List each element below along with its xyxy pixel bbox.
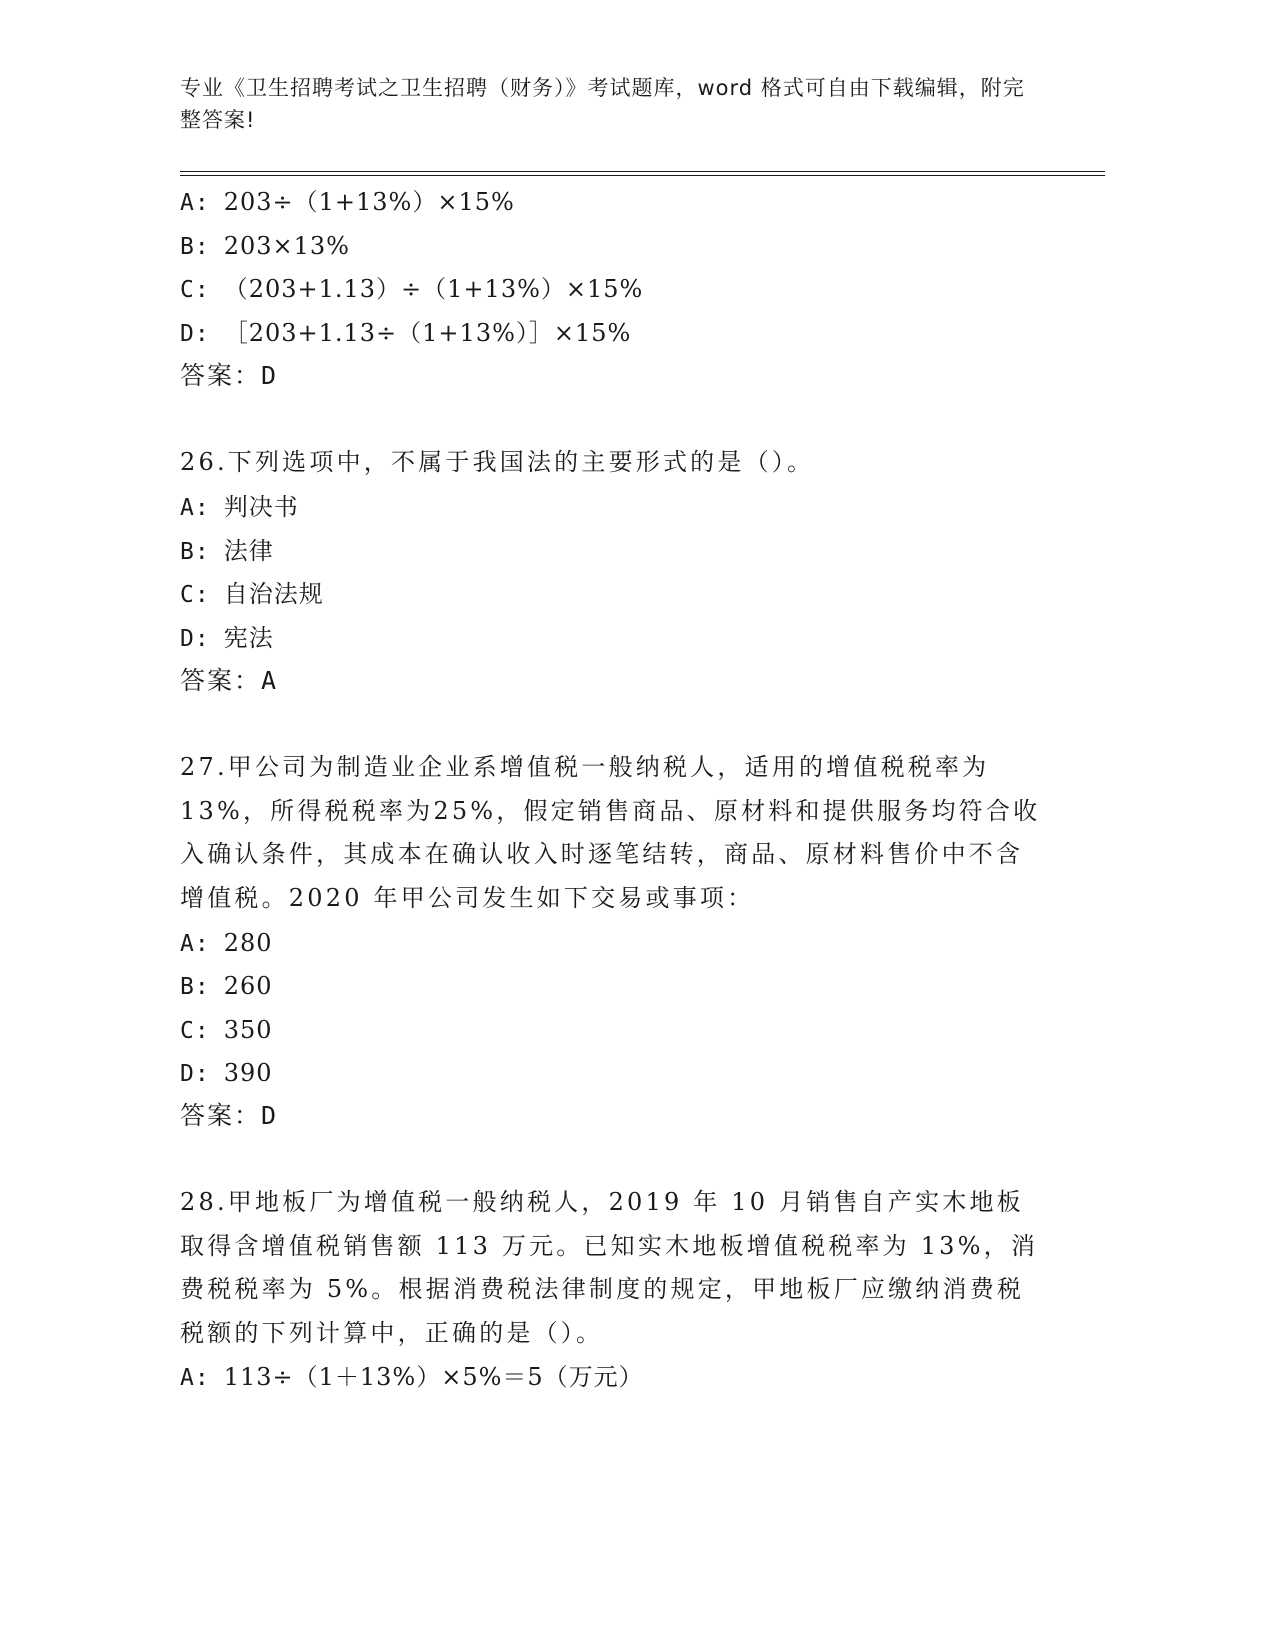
q26-option-c [180, 579, 324, 610]
answer-label: 答案： [180, 1101, 262, 1130]
q28-option-a [180, 1362, 644, 1393]
option-tag: D: [180, 321, 210, 347]
q26-option-d [180, 623, 274, 654]
answer-label: 答案： [180, 361, 262, 390]
option-text: ［203+1.13÷（1+13%）］×15% [223, 319, 632, 347]
q27-option-a [180, 928, 273, 959]
document-header: 专业《卫生招聘考试之卫生招聘（财务）》考试题库，word 格式可自由下载编辑，附完整答案! [180, 76, 1025, 132]
q27-stem: 27.甲公司为制造业企业系增值税一般纳税人，适用的增值税税率为13%，所得税税率为25%，假定销售商品、原材料和提供服务均符合收入确认条件，其成本在确认收入时逐笔结转，商品、原材料售价中不含增值税。2020 年甲公司发生如下交易或事项： [180, 753, 1041, 912]
option-text: 宪法 [223, 624, 274, 652]
option-text: 113÷（1＋13%）×5%＝5（万元） [223, 1363, 644, 1391]
option-text: （203+1.13）÷（1+13%）×15% [223, 275, 644, 303]
option-text: 280 [223, 929, 273, 957]
q25-answer [180, 361, 278, 391]
option-tag: B: [180, 974, 210, 1000]
answer-value: A [261, 666, 279, 695]
q27-option-c [180, 1015, 273, 1046]
q28-stem: 28.甲地板厂为增值税一般纳税人，2019 年 10 月销售自产实木地板取得含增值税销售额 113 万元。已知实木地板增值税税率为 13%，消费税税率为 5%。根据消费税法律制度的规定，甲地板厂应缴纳消费税税额的下列计算中，正确的是（）。 [180, 1188, 1039, 1347]
option-text: 判决书 [223, 493, 299, 521]
q26-stem: 26.下列选项中，不属于我国法的主要形式的是（）。 [180, 448, 815, 476]
option-text: 法律 [223, 537, 274, 565]
q27-option-d [180, 1058, 273, 1089]
q26-option-b [180, 536, 274, 567]
option-text: 390 [223, 1059, 273, 1087]
option-tag: A: [180, 495, 210, 521]
q25-option-d [180, 318, 631, 349]
option-tag: D: [180, 626, 210, 652]
q25-option-a [180, 187, 515, 218]
q27-option-b [180, 971, 273, 1002]
q25-option-b [180, 231, 350, 262]
q25-option-c [180, 274, 643, 305]
answer-label: 答案： [180, 666, 262, 695]
option-tag: B: [180, 234, 210, 260]
option-text: 350 [223, 1016, 273, 1044]
q26-option-a [180, 492, 299, 523]
answer-value: D [261, 1101, 279, 1130]
option-tag: A: [180, 931, 210, 957]
q27-answer [180, 1101, 278, 1131]
q26-answer [180, 666, 278, 696]
option-tag: D: [180, 1061, 210, 1087]
option-text: 260 [223, 972, 273, 1000]
option-tag: A: [180, 190, 210, 216]
answer-value: D [261, 361, 279, 390]
option-text: 203×13% [223, 232, 350, 260]
header-divider [180, 171, 1105, 176]
option-text: 自治法规 [223, 580, 324, 608]
option-text: 203÷（1+13%）×15% [223, 188, 515, 216]
option-tag: C: [180, 277, 210, 303]
option-tag: C: [180, 1018, 210, 1044]
option-tag: B: [180, 539, 210, 565]
option-tag: A: [180, 1365, 210, 1391]
option-tag: C: [180, 582, 210, 608]
